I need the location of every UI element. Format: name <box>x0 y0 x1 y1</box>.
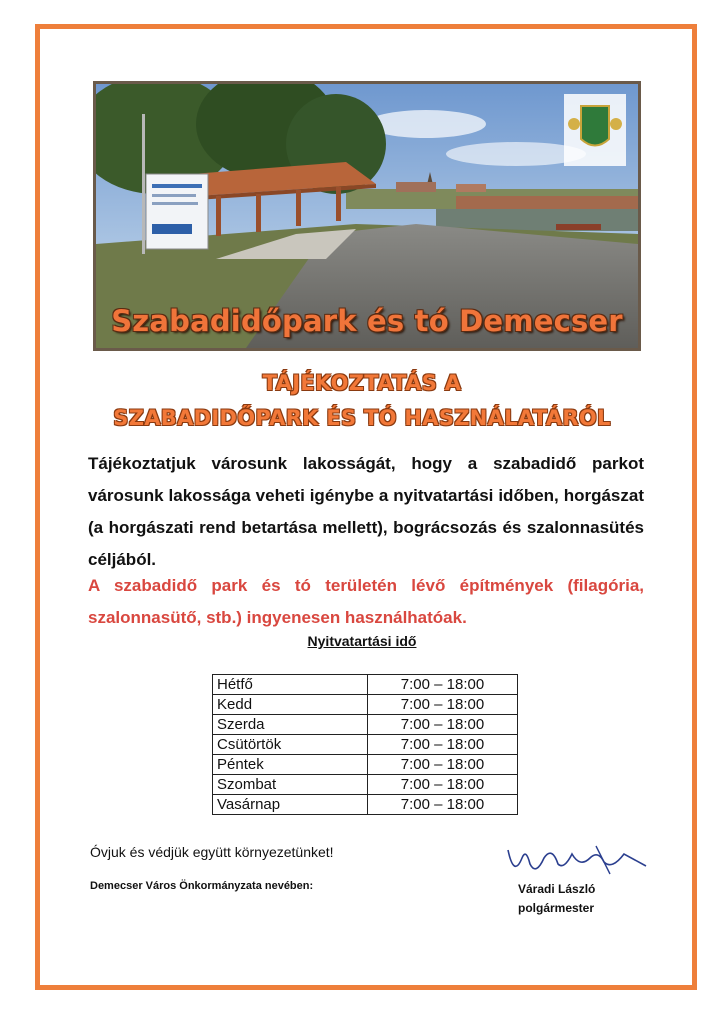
table-row <box>213 715 518 735</box>
intro-line: céljából. <box>88 550 157 569</box>
table-row <box>213 735 518 755</box>
council-line: Demecser Város Önkormányzata nevében: <box>90 880 314 892</box>
time-cell: 7:00 – 18:00 <box>368 675 518 695</box>
signer-name: Váradi László <box>518 882 596 896</box>
notice-line: szalonnasütő, stb.) ingyenesen használhatóak. <box>88 608 467 627</box>
day-cell: Szombat <box>213 775 368 795</box>
table-row <box>213 775 518 795</box>
intro-line: városunk lakossága veheti igénybe a nyitvatartási időben, horgászat <box>88 486 644 505</box>
intro-line: Tájékoztatjuk városunk lakosságát, hogy a szabadidő parkot <box>88 454 644 473</box>
time-cell: 7:00 – 18:00 <box>368 755 518 775</box>
time-cell: 7:00 – 18:00 <box>368 735 518 755</box>
banner-title: Szabadidőpark és tó Demecser <box>111 304 623 338</box>
notice-line: A szabadidő park és tó területén lévő építmények (filagória, <box>88 576 644 595</box>
time-cell: 7:00 – 18:00 <box>368 775 518 795</box>
heading-line-1: TÁJÉKOZTATÁS A <box>262 371 462 395</box>
heading-line-2: SZABADIDŐPARK ÉS TÓ HASZNÁLATÁRÓL <box>113 406 611 430</box>
time-cell: 7:00 – 18:00 <box>368 715 518 735</box>
signer-block <box>518 880 595 918</box>
table-row <box>213 795 518 815</box>
day-cell: Péntek <box>213 755 368 775</box>
day-cell: Csütörtök <box>213 735 368 755</box>
opening-hours-table <box>212 674 518 815</box>
day-cell: Hétfő <box>213 675 368 695</box>
table-row <box>213 695 518 715</box>
day-cell: Szerda <box>213 715 368 735</box>
signature-mark <box>500 840 650 885</box>
signer-title: polgármester <box>518 901 595 915</box>
table-row <box>213 755 518 775</box>
intro-paragraph <box>88 448 644 576</box>
banner-photo <box>93 81 641 351</box>
intro-line: (a horgászati rend betartása mellett), bográcsozás és szalonnasütés <box>88 518 644 537</box>
day-cell: Kedd <box>213 695 368 715</box>
time-cell: 7:00 – 18:00 <box>368 695 518 715</box>
time-cell: 7:00 – 18:00 <box>368 795 518 815</box>
table-row <box>213 675 518 695</box>
opening-hours-title: Nyitvatartási idő <box>307 633 417 649</box>
notice-paragraph <box>88 570 644 634</box>
day-cell: Vasárnap <box>213 795 368 815</box>
closing-line: Óvjuk és védjük együtt környezetünket! <box>90 844 334 860</box>
